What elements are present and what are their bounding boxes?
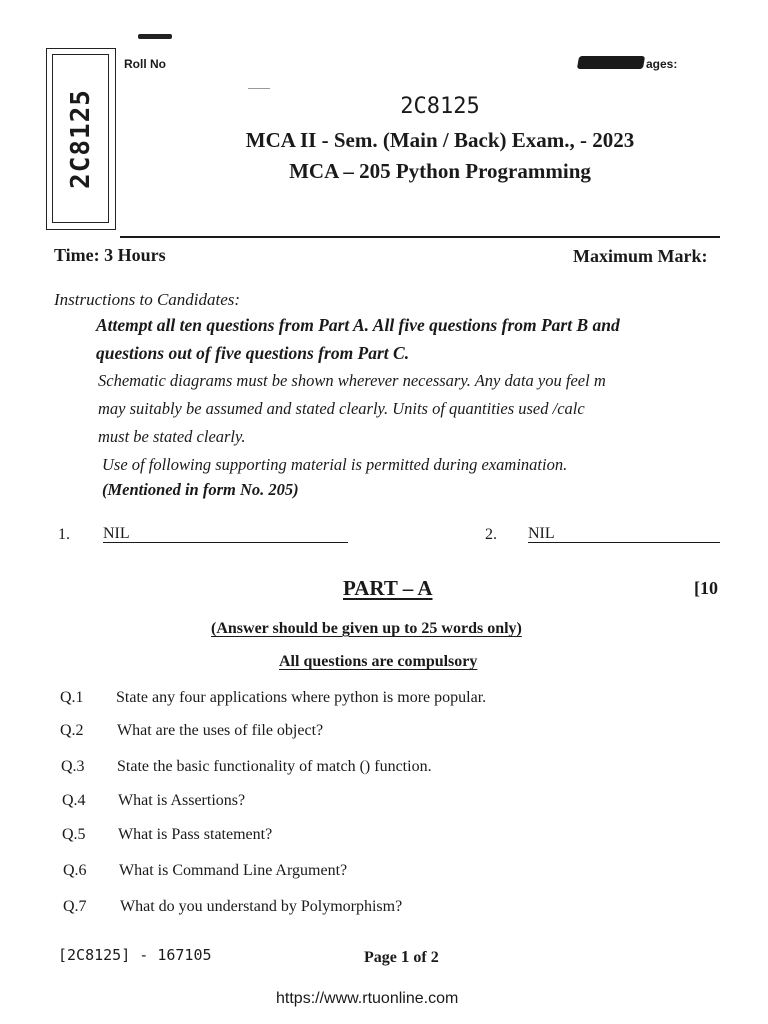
instruction-line: questions out of five questions from Part C. [96,343,410,363]
footer-url: https://www.rtuonline.com [276,990,459,1007]
instruction-line: may suitably be assumed and stated clearly. Units of quantities used /calc [98,399,585,418]
question-text: What is Pass statement? [118,826,273,843]
instruction-line: Schematic diagrams must be shown wherever necessary. Any data you feel m [98,371,606,390]
roll-no-label: Roll No [124,57,166,71]
header-rule [120,236,720,238]
question-number: Q.5 [62,826,86,843]
part-a-marks: [10 [694,578,718,598]
total-pages-label: ages: [646,57,678,71]
material-value: NIL [103,525,130,542]
paper-code: 2C8125 [400,94,480,119]
question-text: What do you understand by Polymorphism? [120,898,403,915]
question-number: Q.3 [61,758,85,775]
question-number: Q.2 [60,722,84,739]
question-text: State the basic functionality of match () function. [117,758,432,775]
max-marks-label: Maximum Mark: [573,246,708,266]
question-text: What is Command Line Argument? [119,862,348,879]
part-a-note: (Answer should be given up to 25 words only) [211,620,522,637]
question-text: What are the uses of file object? [117,722,324,739]
instruction-line: Use of following supporting material is permitted during examination. [102,455,568,474]
time-label: Time: 3 Hours [54,245,166,265]
question-number: Q.6 [63,862,87,879]
subject-title: MCA – 205 Python Programming [289,159,591,183]
page-suffix: of 2 [409,949,439,966]
footer-code: [2C8125] - 167105 [58,946,212,964]
question-number: Q.7 [63,898,87,915]
instruction-line: (Mentioned in form No. 205) [102,480,299,499]
scan-mark [138,34,172,39]
instruction-line: Attempt all ten questions from Part A. All five questions from Part B and [96,315,620,335]
question-number: Q.4 [62,792,86,809]
instructions-heading: Instructions to Candidates: [54,290,241,309]
material-underline [528,542,720,543]
redaction-mark [577,56,645,69]
question-text: What is Assertions? [118,792,246,809]
material-value: NIL [528,525,555,542]
instruction-line: must be stated clearly. [98,427,246,446]
material-number: 1. [58,526,70,543]
question-number: Q.1 [60,689,84,706]
stray-mark [248,88,270,89]
page-prefix: Page [364,949,401,966]
page-current: 1 [400,947,410,966]
material-number: 2. [485,526,497,543]
roll-box-code: 2C8125 [65,88,96,189]
question-text: State any four applications where python is more popular. [116,689,487,706]
part-a-title: PART – A [343,576,433,600]
material-underline [103,542,348,543]
exam-title: MCA II - Sem. (Main / Back) Exam., - 2023 [245,128,635,152]
page-indicator [364,947,439,967]
part-a-compulsory: All questions are compulsory [279,653,478,670]
